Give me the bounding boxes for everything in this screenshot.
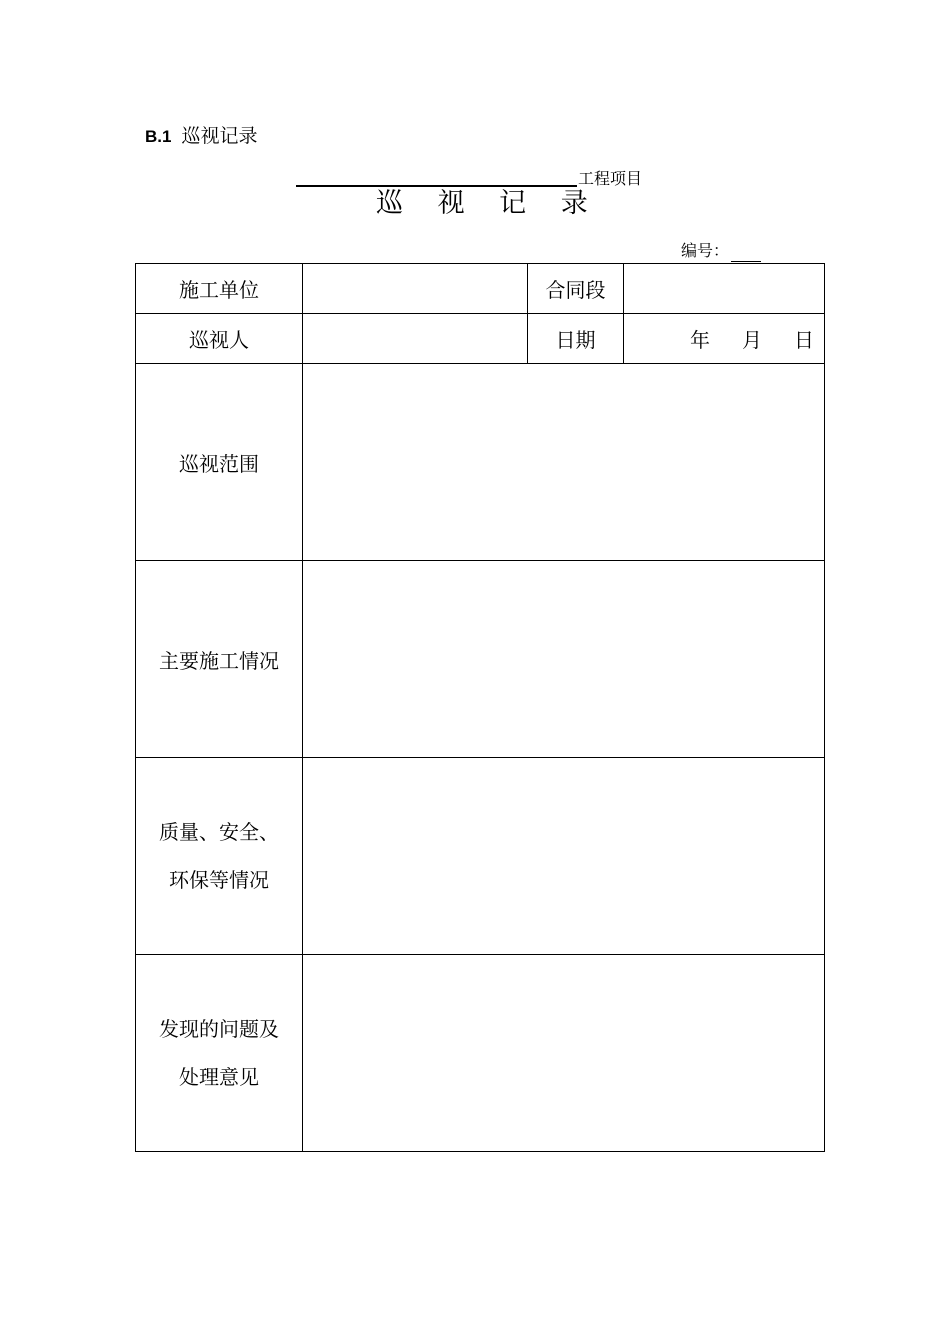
main-construction-field[interactable]	[303, 561, 825, 758]
project-suffix: 工程项目	[578, 169, 643, 188]
construction-unit-label: 施工单位	[136, 264, 303, 314]
quality-label	[136, 758, 303, 955]
form-title: 巡 视 记 录	[376, 188, 601, 219]
issues-label-line2: 处理意见	[179, 1065, 259, 1089]
table-row	[136, 955, 825, 1152]
date-field[interactable]	[624, 314, 825, 364]
serial-label: 编号：	[681, 241, 730, 260]
table-row	[136, 561, 825, 758]
inspection-record-table	[135, 263, 825, 1152]
date-label: 日期	[528, 314, 624, 364]
construction-unit-field[interactable]	[303, 264, 528, 314]
table-row	[136, 364, 825, 561]
serial-number	[681, 240, 761, 262]
scope-field[interactable]	[303, 364, 825, 561]
issues-label-line1: 发现的问题及	[159, 1017, 279, 1041]
serial-blank[interactable]	[731, 244, 761, 262]
section-number: B.1	[145, 127, 172, 146]
issues-label	[136, 955, 303, 1152]
inspector-field[interactable]	[303, 314, 528, 364]
table-row	[136, 264, 825, 314]
date-year: 年	[690, 328, 710, 352]
quality-field[interactable]	[303, 758, 825, 955]
quality-label-line2: 环保等情况	[169, 868, 269, 892]
contract-section-field[interactable]	[624, 264, 825, 314]
inspector-label: 巡视人	[136, 314, 303, 364]
section-heading	[145, 124, 257, 149]
project-name-line	[296, 162, 642, 187]
scope-label: 巡视范围	[136, 364, 303, 561]
quality-label-line1: 质量、安全、	[159, 820, 279, 844]
table-row	[136, 758, 825, 955]
table-row	[136, 314, 825, 364]
contract-section-label: 合同段	[528, 264, 624, 314]
issues-field[interactable]	[303, 955, 825, 1152]
main-construction-label: 主要施工情况	[136, 561, 303, 758]
date-day: 日	[794, 328, 814, 352]
section-title: 巡视记录	[181, 125, 258, 147]
date-month: 月	[742, 328, 762, 352]
